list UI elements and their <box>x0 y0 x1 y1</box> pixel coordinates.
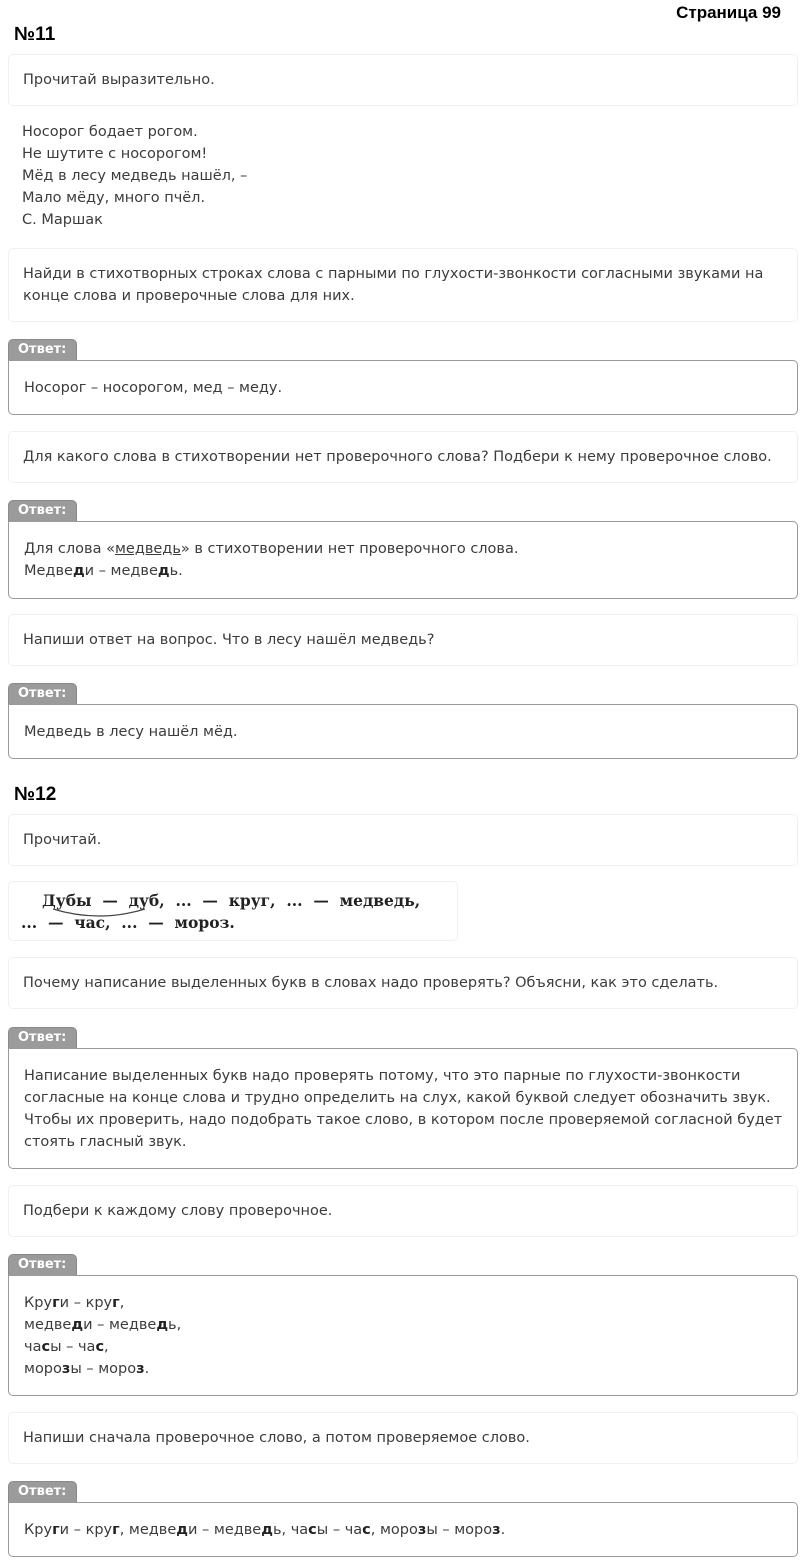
question-text: Почему написание выделенных букв в словах надо проверять? Объясни, как это сделать. <box>23 975 719 991</box>
text-fragment: моро <box>24 1360 62 1377</box>
poem-author: С. Маршак <box>22 212 103 228</box>
text-fragment: , медве <box>119 1521 177 1538</box>
text-fragment: » в стихотворении нет проверочного слова. <box>180 541 519 557</box>
text-fragment: ы – моро <box>70 1360 137 1377</box>
highlighted-letter: д <box>156 1316 169 1333</box>
text-fragment: Кру <box>24 1521 53 1538</box>
text-fragment: . <box>500 1521 506 1538</box>
highlighted-letter: д <box>72 563 85 579</box>
text-fragment: ы – ча <box>316 1521 363 1538</box>
answer-tab: Ответ: <box>8 1254 77 1275</box>
task11-answer-2 <box>8 521 798 599</box>
answer-line: стоять гласный звук. <box>24 1133 187 1150</box>
highlighted-letter: д <box>261 1521 273 1538</box>
task12-answer-2 <box>8 1275 798 1396</box>
task-number-12: №12 <box>14 784 57 805</box>
text-fragment: ь, ча <box>272 1521 309 1538</box>
answer-tab: Ответ: <box>8 1027 77 1048</box>
answer-line: согласные на конце слова и трудно определить на слух, какой буквой следует обозначить звук. <box>24 1089 771 1106</box>
answer-line: Чтобы их проверить, надо подобрать такое слово, в котором после проверяемой согласной будет <box>24 1111 783 1128</box>
answer-line <box>24 1358 782 1380</box>
answer-line: Написание выделенных букв надо проверять потому, что это парные по глухости-звонкости <box>24 1067 741 1084</box>
highlighted-letter: д <box>176 1521 188 1538</box>
text-fragment: , <box>104 1338 109 1355</box>
text-fragment: ча <box>24 1338 42 1355</box>
poem-line: Не шутите с носорогом! <box>22 146 208 162</box>
text-fragment: и – кру <box>59 1294 113 1311</box>
question-text: Найди в стихотворных строках слова с парными по глухости-звонкости согласными звуками на конце слова и проверочные слова для них. <box>23 266 764 304</box>
task11-question-2 <box>8 431 798 483</box>
text-fragment: Кру <box>24 1294 53 1311</box>
answer-text: Носорог – носорогом, мед – меду. <box>24 379 283 396</box>
highlighted-letter: д <box>71 1316 84 1333</box>
answer-line <box>24 1314 782 1336</box>
textbook-excerpt <box>8 881 458 941</box>
answer-tab: Ответ: <box>8 500 77 521</box>
text-fragment: ь. <box>169 563 183 579</box>
task12-intro-text: Прочитай. <box>23 832 102 848</box>
question-text: Для какого слова в стихотворении нет проверочного слова? Подбери к нему проверочное слово. <box>23 449 772 465</box>
task12-answer-3 <box>8 1502 798 1557</box>
answer-tab: Ответ: <box>8 1481 77 1502</box>
task11-answer-3 <box>8 704 798 759</box>
text-fragment: , моро <box>370 1521 418 1538</box>
text-fragment: ы – моро <box>426 1521 493 1538</box>
highlighted-letter: з <box>136 1360 145 1377</box>
text-fragment: медве <box>24 1316 72 1333</box>
question-text: Напиши сначала проверочное слово, а потом проверяемое слово. <box>23 1430 530 1446</box>
highlighted-letter: г <box>112 1521 120 1538</box>
poem-line: Мало мёду, много пчёл. <box>22 190 206 206</box>
text-fragment: ь, <box>168 1316 182 1333</box>
answer-text: Медведь в лесу нашёл мёд. <box>24 723 238 740</box>
highlighted-letter: з <box>61 1360 71 1377</box>
highlighted-letter: с <box>362 1521 371 1538</box>
answer-tab: Ответ: <box>8 339 77 360</box>
highlighted-letter: с <box>95 1338 105 1355</box>
excerpt-line: Дубы — дуб, ... — круг, ... — медведь, <box>42 891 421 910</box>
task11-poem <box>8 121 798 231</box>
answer-line <box>24 1519 782 1541</box>
arc-mark <box>49 905 149 919</box>
task11-intro-text: Прочитай выразительно. <box>23 72 215 88</box>
task12-answer-1 <box>8 1048 798 1169</box>
answer-line <box>24 538 782 560</box>
text-fragment: и – медве <box>84 563 158 579</box>
text-fragment: ы – ча <box>50 1338 96 1355</box>
task12-question-2 <box>8 1185 798 1237</box>
answer-tab: Ответ: <box>8 683 77 704</box>
answer-line <box>24 1292 782 1314</box>
task11-question-3 <box>8 614 798 666</box>
task12-question-1 <box>8 957 798 1009</box>
highlighted-letter: с <box>41 1338 51 1355</box>
highlighted-letter: д <box>157 563 170 579</box>
answer-line <box>24 560 782 582</box>
highlighted-letter: г <box>52 1294 60 1311</box>
highlighted-letter: с <box>308 1521 317 1538</box>
underlined-word: медведь <box>114 541 181 557</box>
text-fragment: и – кру <box>59 1521 113 1538</box>
text-fragment: , <box>119 1294 125 1311</box>
highlighted-letter: г <box>112 1294 120 1311</box>
task12-intro-card <box>8 814 798 866</box>
question-text: Напиши ответ на вопрос. Что в лесу нашёл медведь? <box>23 632 435 648</box>
page-number: Страница 99 <box>676 3 781 22</box>
answer-line <box>24 1336 782 1358</box>
text-fragment: Для слова « <box>24 541 115 557</box>
highlighted-letter: з <box>492 1521 501 1538</box>
text-fragment: и – медве <box>187 1521 262 1538</box>
question-text: Подбери к каждому слову проверочное. <box>23 1203 333 1219</box>
task11-answer-1 <box>8 360 798 415</box>
highlighted-letter: з <box>417 1521 427 1538</box>
text-fragment: Медве <box>24 563 73 579</box>
task11-intro-card <box>8 54 798 106</box>
text-fragment: . <box>144 1360 150 1377</box>
poem-line: Мёд в лесу медведь нашёл, – <box>22 168 248 184</box>
task11-question-1 <box>8 248 798 322</box>
task-number-11: №11 <box>14 24 56 45</box>
excerpt-line: ... — час, ... — мороз. <box>21 913 235 932</box>
poem-line: Носорог бодает рогом. <box>22 124 198 140</box>
task12-question-3 <box>8 1412 798 1464</box>
highlighted-letter: г <box>52 1521 60 1538</box>
text-fragment: и – медве <box>83 1316 157 1333</box>
